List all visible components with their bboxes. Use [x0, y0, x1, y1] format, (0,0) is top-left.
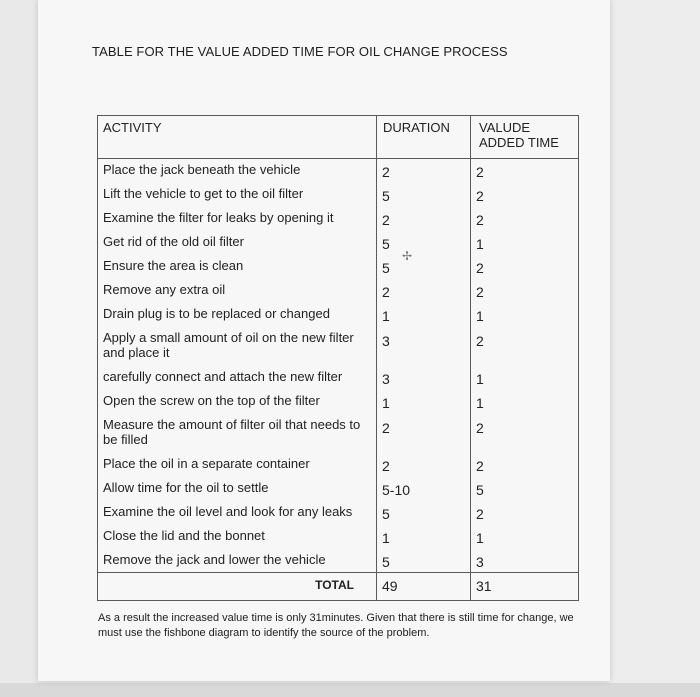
value-added-cell: 3: [471, 549, 579, 573]
duration-cell: 1: [377, 390, 471, 414]
activity-cell: Ensure the area is clean: [98, 255, 377, 279]
duration-cell: 1: [377, 303, 471, 327]
duration-cell: 2: [377, 279, 471, 303]
duration-cell: 2: [377, 207, 471, 231]
value-added-cell: 5: [471, 477, 579, 501]
value-added-table: [97, 115, 579, 601]
background-shade: [610, 0, 700, 697]
total-duration: 49: [377, 573, 471, 601]
table-row: [98, 549, 579, 573]
activity-cell: Examine the oil level and look for any leaks: [98, 501, 377, 525]
duration-cell: 5: [377, 231, 471, 255]
header-value-added: VALUDE ADDED TIME: [471, 116, 579, 159]
header-activity: ACTIVITY: [98, 116, 377, 159]
value-added-cell: 2: [471, 207, 579, 231]
value-added-cell: 2: [471, 327, 579, 366]
value-added-cell: 1: [471, 303, 579, 327]
activity-cell: Close the lid and the bonnet: [98, 525, 377, 549]
value-added-cell: 1: [471, 525, 579, 549]
value-added-cell: 2: [471, 453, 579, 477]
value-added-cell: 2: [471, 414, 579, 453]
activity-cell: Remove any extra oil: [98, 279, 377, 303]
value-added-cell: 2: [471, 255, 579, 279]
activity-cell: Examine the filter for leaks by opening it: [98, 207, 377, 231]
activity-cell: Get rid of the old oil filter: [98, 231, 377, 255]
total-row: [98, 573, 579, 601]
duration-cell: 5: [377, 549, 471, 573]
table-row: [98, 231, 579, 255]
table-row: [98, 390, 579, 414]
table-row: [98, 327, 579, 366]
table-row: [98, 453, 579, 477]
conclusion-text: As a result the increased value time is only 31minutes. Given that there is still time for change, we must use the fishbone diagram to identify the source of the problem.: [98, 612, 574, 639]
header-duration: DURATION: [377, 116, 471, 159]
table-header-row: [98, 116, 579, 159]
table-row: [98, 501, 579, 525]
activity-cell: Allow time for the oil to settle: [98, 477, 377, 501]
table-row: [98, 477, 579, 501]
table-row: [98, 279, 579, 303]
table-row: [98, 255, 579, 279]
table-row: [98, 366, 579, 390]
table-row: [98, 303, 579, 327]
table-row: [98, 207, 579, 231]
value-added-cell: 2: [471, 183, 579, 207]
table-row: [98, 159, 579, 183]
activity-cell: Place the oil in a separate container: [98, 453, 377, 477]
duration-cell: 2: [377, 453, 471, 477]
total-label: TOTAL: [98, 573, 377, 601]
table-row: [98, 525, 579, 549]
table-row: [98, 183, 579, 207]
activity-cell: Remove the jack and lower the vehicle: [98, 549, 377, 573]
page-title: TABLE FOR THE VALUE ADDED TIME FOR OIL CHANGE PROCESS: [92, 44, 508, 59]
table-row: [98, 414, 579, 453]
value-added-cell: 1: [471, 366, 579, 390]
activity-cell: Drain plug is to be replaced or changed: [98, 303, 377, 327]
duration-cell: 2: [377, 159, 471, 183]
duration-cell: 3: [377, 366, 471, 390]
value-added-cell: 2: [471, 501, 579, 525]
duration-cell: 2: [377, 414, 471, 453]
value-added-cell: 2: [471, 279, 579, 303]
duration-cell: 3: [377, 327, 471, 366]
duration-cell: 5-10: [377, 477, 471, 501]
activity-cell: Place the jack beneath the vehicle: [98, 159, 377, 183]
duration-cell: 5: [377, 183, 471, 207]
value-added-cell: 1: [471, 231, 579, 255]
activity-cell: Measure the amount of filter oil that needs to be filled: [98, 414, 377, 453]
duration-cell: 1: [377, 525, 471, 549]
activity-cell: Lift the vehicle to get to the oil filter: [98, 183, 377, 207]
bottom-edge: [0, 683, 700, 697]
value-added-cell: 2: [471, 159, 579, 183]
duration-cell: 5: [377, 255, 471, 279]
duration-cell: 5: [377, 501, 471, 525]
total-value-added: 31: [471, 573, 579, 601]
move-cursor-icon: ✢: [401, 249, 413, 263]
activity-cell: Open the screw on the top of the filter: [98, 390, 377, 414]
activity-cell: Apply a small amount of oil on the new filter and place it: [98, 327, 377, 366]
value-added-cell: 1: [471, 390, 579, 414]
activity-cell: carefully connect and attach the new filter: [98, 366, 377, 390]
